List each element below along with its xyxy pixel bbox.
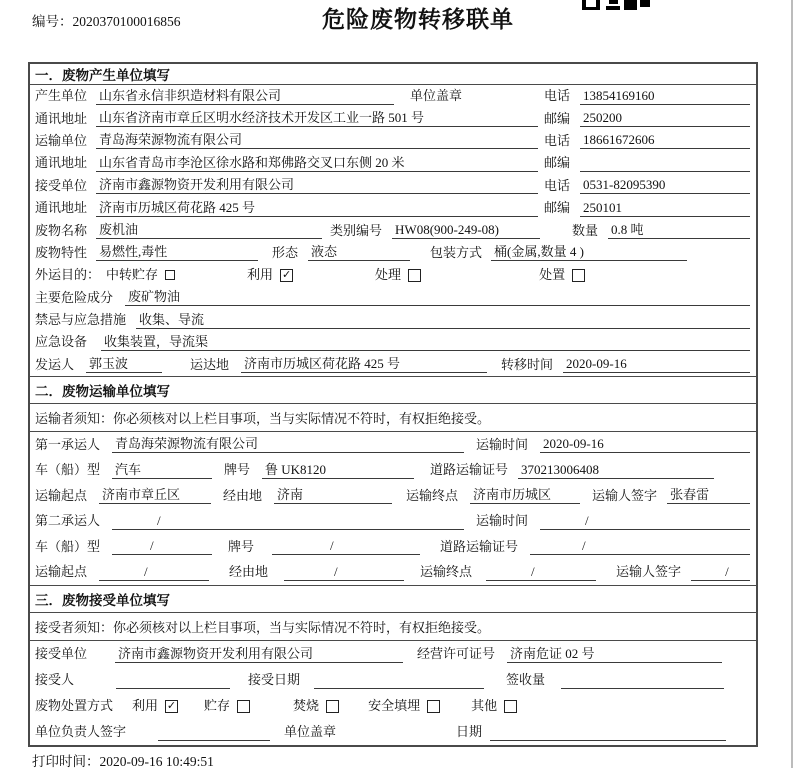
vehicle-type-value: 汽车 [112,462,212,479]
row-disposal-method [30,693,756,719]
page-edge-line [791,0,793,768]
checkbox-label: 贮存 [204,698,231,714]
purpose-label: 外运目的： [35,267,101,283]
checkbox-icon [326,700,339,713]
form-table [28,62,758,747]
route-end-value: 济南市历城区 [470,487,580,504]
form-value: 液态 [308,244,410,261]
row-left [35,177,544,194]
form-number-value: 2020370100016856 [72,14,181,29]
row-receiver-unit [30,641,756,667]
form-number-label: 编号： [32,14,73,29]
phone-value: 0531-82095390 [580,177,750,194]
section3-title: 三．废物接受单位填写 [30,585,756,613]
row-transport-unit [30,130,756,152]
row-emergency-measures [30,309,756,331]
print-time [32,750,214,770]
packing-value: 桶(金属,数量 4 ) [491,244,687,261]
transport-time-value: 2020-09-16 [540,436,750,453]
transport-time-label: 运输时间 [476,513,529,529]
via-label: 经由地 [229,564,269,580]
row-produce-address [30,107,756,129]
purpose-option [375,267,421,283]
plate-value: / [272,538,420,555]
responsible-sign-value [158,724,270,741]
disposal-option [293,698,339,714]
vehicle-type-label: 车（船）型 [35,462,101,478]
disposal-option [368,698,440,714]
section2-body [30,432,756,585]
section2-notice: 运输者须知：你必须核对以上栏目事项，当与实际情况不符时，有权拒绝接受。 [30,404,756,432]
zip-value: 250200 [580,110,750,127]
receive-date-value [314,672,484,689]
dispatcher-value: 郭玉波 [86,356,162,373]
section2-title: 二．废物运输单位填写 [30,376,756,404]
phone-label: 电话 [544,132,571,148]
route-start-value: / [99,564,209,581]
row-waste-properties [30,242,756,264]
equipment-value: 收集装置，导流渠 [101,334,750,351]
receive-unit-label: 接受单位 [35,177,88,193]
checkbox-icon [408,269,421,282]
row-left [35,110,544,127]
road-permit-value: 370213006408 [518,462,714,479]
print-time-value: 2020-09-16 10:49:51 [99,754,214,769]
vehicle-type-value: / [112,538,212,555]
address-label: 通讯地址 [35,110,88,126]
route-end-label: 运输终点 [406,487,459,503]
carrier-value: / [112,513,464,530]
plate-label: 牌号 [228,538,255,554]
destination-value: 济南市历城区荷花路 425 号 [241,356,487,373]
route-end-label: 运输终点 [420,564,473,580]
zip-value: 250101 [580,200,750,217]
section3-body [30,641,756,745]
address-value: 济南市历城区荷花路 425 号 [96,200,538,217]
form-number [32,10,181,30]
carrier-sign-label: 运输人签字 [592,487,658,503]
checkbox-label: 处置 [539,267,566,283]
waste-name-label: 废物名称 [35,222,88,238]
row-emergency-equipment [30,331,756,353]
checkbox-label: 其他 [471,698,498,714]
transport-unit-value: 青岛海荣源物流有限公司 [96,132,538,149]
checkbox-label: 安全填埋 [368,698,421,714]
equipment-label: 应急设备 [35,334,88,350]
address-value: 山东省济南市章丘区明水经济技术开发区工业一路 501 号 [96,110,538,127]
receiver-label: 接受人 [35,672,75,688]
phone-label: 电话 [544,88,571,104]
disposal-option [471,698,517,714]
disposal-option [132,698,178,714]
section3-notice: 接受者须知：你必须核对以上栏目事项，当与实际情况不符时，有权拒绝接受。 [30,613,756,641]
route-start-label: 运输起点 [35,564,88,580]
row-route-2 [30,560,756,586]
carrier-sign-label: 运输人签字 [616,564,682,580]
phone-value: 18661672606 [580,132,750,149]
checkbox-label: 利用 [247,267,274,283]
route-start-value: 济南市章丘区 [99,487,211,504]
row-main-hazard [30,287,756,309]
emergency-value: 收集、导流 [136,312,750,329]
receive-unit-value: 济南市鑫源物资开发利用有限公司 [96,177,538,194]
checkbox-label: 焚烧 [293,698,320,714]
row-transport-address [30,152,756,174]
via-value: / [284,564,404,581]
receive-unit-value: 济南市鑫源物资开发利用有限公司 [115,646,403,663]
quantity-label: 数量 [572,222,599,238]
license-label: 经营许可证号 [417,646,496,662]
produce-unit-label: 产生单位 [35,88,88,104]
waste-name-value: 废机油 [96,222,322,239]
row-responsible-sign [30,719,756,745]
row-waste-name [30,219,756,241]
hazard-value: 废矿物油 [125,289,750,306]
purpose-option [539,267,585,283]
purpose-option [106,267,175,283]
phone-value: 13854169160 [580,88,750,105]
row-vehicle-type-1 [30,458,756,484]
transport-unit-label: 运输单位 [35,132,88,148]
via-label: 经由地 [223,487,263,503]
carrier-label: 第二承运人 [35,513,101,529]
row-vehicle-type-2 [30,534,756,560]
transfer-time-label: 转移时间 [501,356,554,372]
disposal-label: 废物处置方式 [35,698,114,714]
row-left [35,200,544,217]
section1-title: 一．废物产生单位填写 [30,64,756,85]
road-permit-value: / [530,538,750,555]
carrier-sign-value: / [691,564,750,581]
row-dispatcher [30,354,756,376]
receiver-value [116,672,230,689]
checkbox-checked-icon: ✓ [281,267,292,281]
row-receive-address [30,197,756,219]
carrier-label: 第一承运人 [35,436,101,452]
address-value: 山东省青岛市李沧区徐水路和郑佛路交叉口东侧 20 米 [96,155,538,172]
disposal-option [204,698,250,714]
receive-date-label: 接受日期 [248,672,301,688]
checkbox-label: 中转贮存 [106,267,159,283]
qr-code-fragment [582,0,652,11]
via-value: 济南 [274,487,392,504]
checkbox-icon [427,700,440,713]
zip-label: 邮编 [544,155,571,171]
plate-value: 鲁 UK8120 [262,462,414,479]
section1-body [30,85,756,376]
row-receiver-person [30,667,756,693]
row-left [35,132,544,149]
transport-time-value: / [540,513,750,530]
address-label: 通讯地址 [35,200,88,216]
checkbox-icon [237,700,250,713]
print-time-label: 打印时间： [32,754,100,769]
quantity-value: 0.8 吨 [608,222,750,239]
road-permit-label: 道路运输证号 [430,462,509,478]
dispatcher-label: 发运人 [35,356,75,372]
date-label: 日期 [456,724,483,740]
zip-label: 邮编 [544,200,571,216]
license-value: 济南危证 02 号 [507,646,722,663]
receive-unit-label: 接受单位 [35,646,88,662]
road-permit-label: 道路运输证号 [440,538,519,554]
checkbox-checked-icon: ✓ [166,698,177,712]
category-label: 类别编号 [330,222,383,238]
purpose-option [247,267,293,283]
route-end-value: / [486,564,596,581]
unit-stamp-label: 单位盖章 [410,88,463,104]
row-route-1 [30,483,756,509]
form-label: 形态 [272,244,299,260]
address-label: 通讯地址 [35,155,88,171]
zip-label: 邮编 [544,110,571,126]
date-value [490,724,726,741]
route-start-label: 运输起点 [35,487,88,503]
waste-prop-label: 废物特性 [35,244,88,260]
row-receive-unit [30,175,756,197]
checkbox-label: 利用 [132,698,159,714]
responsible-sign-label: 单位负责人签字 [35,724,127,740]
category-value: HW08(900-249-08) [392,222,540,239]
row-second-carrier [30,509,756,535]
packing-label: 包装方式 [430,244,483,260]
received-qty-label: 签收量 [506,672,546,688]
checkbox-icon [165,270,175,280]
carrier-sign-value: 张春雷 [667,487,750,504]
checkbox-icon [504,700,517,713]
hazard-label: 主要危险成分 [35,289,114,305]
zip-value [580,155,750,172]
checkbox-icon [572,269,585,282]
checkbox-label: 处理 [375,267,402,283]
destination-label: 运达地 [190,356,230,372]
produce-unit-value: 山东省永信非织造材料有限公司 [96,88,394,105]
plate-label: 牌号 [224,462,251,478]
carrier-value: 青岛海荣源物流有限公司 [112,436,464,453]
row-transfer-purpose [30,264,756,286]
phone-label: 电话 [544,177,571,193]
emergency-label: 禁忌与应急措施 [35,312,127,328]
row-first-carrier [30,432,756,458]
transfer-time-value: 2020-09-16 [563,356,750,373]
row-produce-unit [30,85,756,107]
received-qty-value [561,672,724,689]
waste-prop-value: 易燃性,毒性 [96,244,258,261]
row-left [35,155,544,172]
unit-stamp-label: 单位盖章 [284,724,337,740]
row-left [35,88,544,105]
vehicle-type-label: 车（船）型 [35,538,101,554]
page-title: 危险废物转移联单 [322,7,514,32]
transport-time-label: 运输时间 [476,436,529,452]
